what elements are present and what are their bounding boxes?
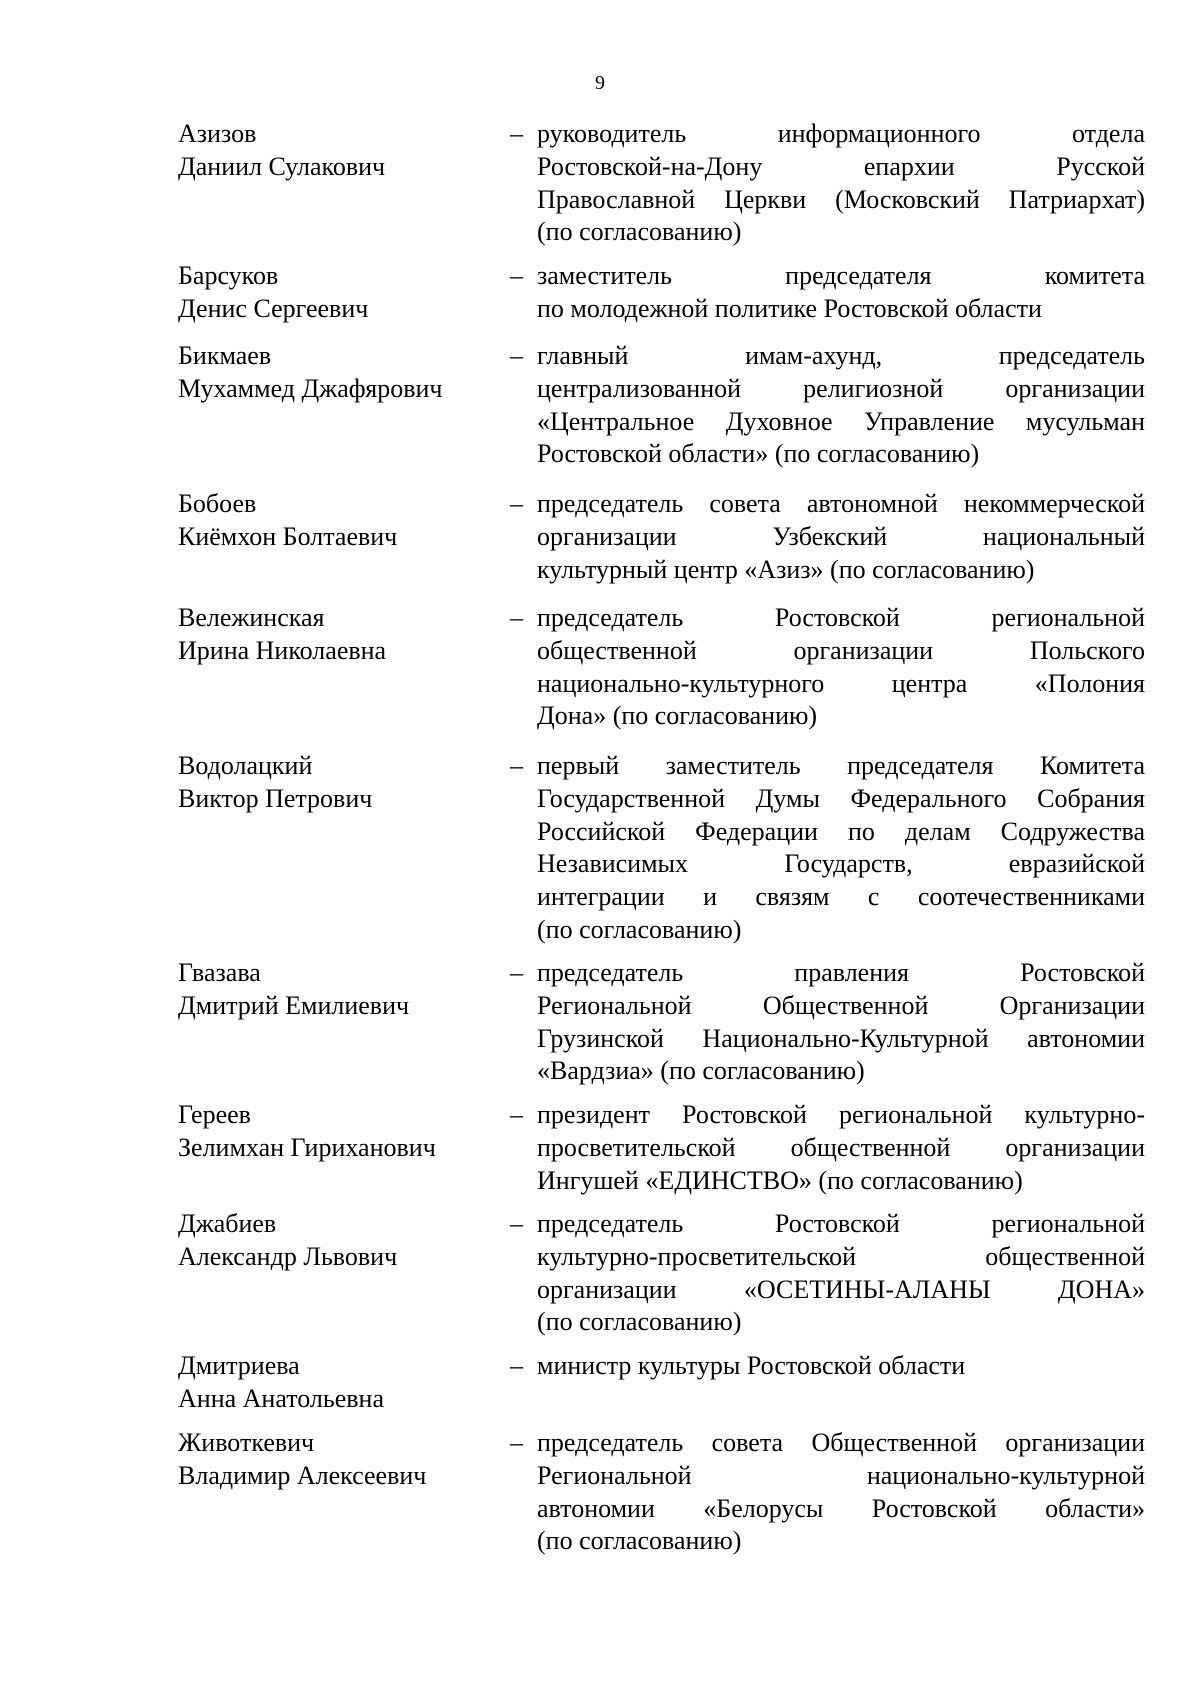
member-name — [178, 750, 498, 816]
member-position — [537, 957, 1145, 1088]
member-name — [178, 957, 498, 1023]
surname: Вележинская — [178, 603, 325, 632]
separator-dash: – — [510, 958, 523, 987]
position-line: Ростовской-на-Дону епархии Русской — [537, 151, 1145, 181]
given-names: Ирина Николаевна — [178, 635, 387, 665]
given-names: Дмитрий Емилиевич — [178, 990, 410, 1020]
separator-dash: – — [510, 1209, 523, 1238]
member-position — [537, 1099, 1145, 1197]
given-names: Мухаммед Джафярович — [178, 373, 443, 403]
position-line: (по согласованию) — [537, 217, 742, 247]
position-line: руководитель информационного отдела — [537, 119, 1145, 148]
given-names: Зелимхан Гириханович — [178, 1132, 436, 1162]
position-line: Ростовской области» (по согласованию) — [537, 439, 980, 469]
position-line: «Вардзиа» (по согласованию) — [537, 1056, 865, 1086]
separator-dash: – — [510, 341, 523, 370]
separator-dash: – — [510, 261, 523, 290]
surname: Дмитриева — [178, 1351, 300, 1380]
member-name — [178, 1427, 498, 1493]
surname: Бикмаев — [178, 341, 272, 370]
surname: Барсуков — [178, 261, 279, 290]
list-item — [0, 1350, 1200, 1427]
position-line: (по согласованию) — [537, 1526, 742, 1556]
member-position — [537, 1427, 1145, 1558]
position-line: организации Узбекский национальный — [537, 521, 1145, 551]
member-position — [537, 602, 1145, 733]
position-line: Региональной национально-культурной — [537, 1460, 1145, 1490]
position-line: Независимых Государств, евразийской — [537, 849, 1145, 879]
position-line: интеграции и связям с соотечественниками — [537, 882, 1145, 912]
surname: Гереев — [178, 1100, 251, 1129]
position-line: автономии «Белорусы Ростовской области» — [537, 1493, 1145, 1523]
member-name — [178, 118, 498, 184]
given-names: Виктор Петрович — [178, 783, 373, 813]
member-position — [537, 260, 1145, 326]
surname: Гвазава — [178, 958, 261, 987]
list-item — [0, 1208, 1200, 1350]
member-name — [178, 340, 498, 406]
position-line: Дона» (по согласованию) — [537, 701, 818, 731]
position-line: Государственной Думы Федерального Собрания — [537, 783, 1145, 813]
position-line: председатель совета автономной некоммерческой — [537, 489, 1145, 518]
list-item — [0, 260, 1200, 340]
list-item — [0, 750, 1200, 957]
list-item — [0, 602, 1200, 750]
list-item — [0, 1427, 1200, 1569]
position-line: (по согласованию) — [537, 1307, 742, 1337]
given-names: Владимир Алексеевич — [178, 1460, 427, 1490]
given-names: Анна Анатольевна — [178, 1383, 384, 1413]
given-names: Даниил Сулакович — [178, 151, 386, 181]
separator-dash: – — [510, 1428, 523, 1457]
position-line: первый заместитель председателя Комитета — [537, 751, 1145, 780]
given-names: Денис Сергеевич — [178, 293, 369, 323]
position-line: главный имам-ахунд, председатель — [537, 341, 1145, 370]
separator-dash: – — [510, 1100, 523, 1129]
page-number: 9 — [595, 72, 605, 94]
position-line: Грузинской Национально-Культурной автономии — [537, 1023, 1145, 1053]
position-line: централизованной религиозной организации — [537, 373, 1145, 403]
position-line: культурно-просветительской общественной — [537, 1241, 1145, 1271]
position-line: (по согласованию) — [537, 914, 742, 944]
member-position — [537, 118, 1145, 249]
position-line: Региональной Общественной Организации — [537, 990, 1145, 1020]
given-names: Киёмхон Болтаевич — [178, 521, 398, 551]
separator-dash: – — [510, 119, 523, 148]
member-name — [178, 1099, 498, 1165]
position-line: заместитель председателя комитета — [537, 261, 1145, 290]
given-names: Александр Львович — [178, 1241, 398, 1271]
surname: Водолацкий — [178, 751, 313, 780]
position-line: организации «ОСЕТИНЫ-АЛАНЫ ДОНА» — [537, 1274, 1145, 1304]
position-line: председатель Ростовской региональной — [537, 1209, 1145, 1238]
separator-dash: – — [510, 751, 523, 780]
position-line: общественной организации Польского — [537, 635, 1145, 665]
surname: Животкевич — [178, 1428, 315, 1457]
position-line: председатель правления Ростовской — [537, 958, 1145, 987]
position-line: президент Ростовской региональной культурно- — [537, 1100, 1145, 1129]
position-line: министр культуры Ростовской области — [537, 1351, 966, 1380]
member-position — [537, 340, 1145, 471]
surname: Азизов — [178, 119, 257, 148]
position-line: Ингушей «ЕДИНСТВО» (по согласованию) — [537, 1165, 1023, 1195]
position-line: национально-культурного центра «Полония — [537, 668, 1145, 698]
separator-dash: – — [510, 489, 523, 518]
position-line: просветительской общественной организации — [537, 1132, 1145, 1162]
member-name — [178, 602, 498, 668]
member-position — [537, 488, 1145, 586]
member-position — [537, 1350, 1145, 1383]
position-line: председатель Ростовской региональной — [537, 603, 1145, 632]
member-name — [178, 260, 498, 326]
position-line: по молодежной политике Ростовской области — [537, 293, 1042, 323]
position-line: председатель совета Общественной организации — [537, 1428, 1145, 1457]
position-line: Православной Церкви (Московский Патриархат) — [537, 184, 1145, 214]
member-list — [0, 118, 1200, 1569]
separator-dash: – — [510, 603, 523, 632]
separator-dash: – — [510, 1351, 523, 1380]
position-line: Российской Федерации по делам Содружества — [537, 816, 1145, 846]
list-item — [0, 957, 1200, 1099]
surname: Джабиев — [178, 1209, 277, 1238]
position-line: культурный центр «Азиз» (по согласованию) — [537, 554, 1035, 584]
list-item — [0, 340, 1200, 488]
member-name — [178, 1350, 498, 1416]
member-name — [178, 488, 498, 554]
list-item — [0, 1099, 1200, 1208]
list-item — [0, 488, 1200, 602]
position-line: «Центральное Духовное Управление мусульман — [537, 406, 1145, 436]
surname: Бобоев — [178, 489, 257, 518]
member-position — [537, 750, 1145, 947]
list-item — [0, 118, 1200, 260]
member-position — [537, 1208, 1145, 1339]
member-name — [178, 1208, 498, 1274]
